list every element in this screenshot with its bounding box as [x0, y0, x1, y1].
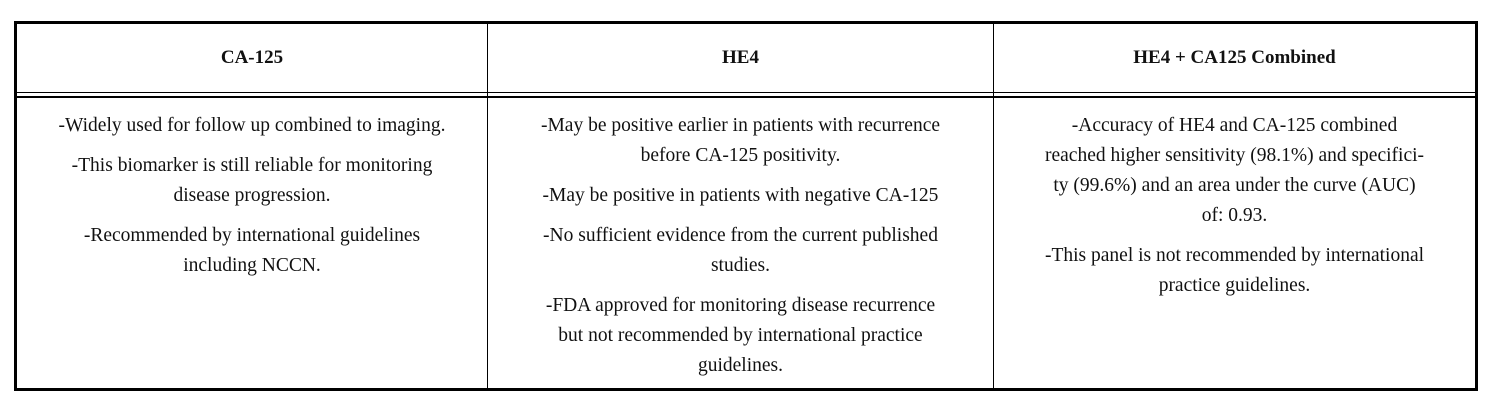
text-line: -Accuracy of HE4 and CA-125 combined	[1071, 115, 1398, 136]
text-line: ty (99.6%) and an area under the curve (AUC)	[1053, 175, 1416, 196]
text-line: before CA-125 positivity.	[640, 145, 841, 166]
cell-paragraph	[994, 111, 1475, 231]
comparison-table	[14, 21, 1478, 391]
text-line: practice guidelines.	[1158, 275, 1311, 296]
text-line: -FDA approved for monitoring disease recurrence	[545, 295, 936, 316]
header-ca125: CA-125	[220, 47, 284, 68]
text-line: of: 0.93.	[1201, 205, 1268, 226]
cell-paragraph	[488, 181, 993, 211]
text-line: -This biomarker is still reliable for monitoring	[71, 155, 433, 176]
cell-paragraph	[994, 241, 1475, 301]
cell-paragraph	[17, 151, 487, 211]
text-line: studies.	[710, 255, 771, 276]
text-line: -Recommended by international guidelines	[83, 225, 421, 246]
cell-combined	[994, 98, 1475, 388]
cell-paragraph	[17, 221, 487, 281]
text-line: -May be positive earlier in patients with recurrence	[540, 115, 941, 136]
cell-ca125	[17, 98, 487, 388]
cell-paragraph	[17, 111, 487, 141]
header-he4: HE4	[722, 47, 759, 68]
text-line: reached higher sensitivity (98.1%) and specifici-	[1044, 145, 1425, 166]
text-line: but not recommended by international practice	[558, 325, 923, 346]
text-line: -May be positive in patients with negative CA-125	[542, 185, 939, 206]
cell-paragraph	[488, 111, 993, 171]
text-line: including NCCN.	[183, 255, 321, 276]
cell-paragraph	[488, 291, 993, 381]
text-line: -No sufficient evidence from the current published	[543, 225, 938, 246]
text-line: disease progression.	[173, 185, 331, 206]
text-line: guidelines.	[697, 355, 784, 376]
header-combined: HE4 + CA125 Combined	[1133, 47, 1336, 68]
text-line: -This panel is not recommended by international	[1044, 245, 1425, 266]
cell-he4	[488, 98, 993, 388]
cell-paragraph	[488, 221, 993, 281]
text-line: -Widely used for follow up combined to imaging.	[58, 115, 446, 136]
